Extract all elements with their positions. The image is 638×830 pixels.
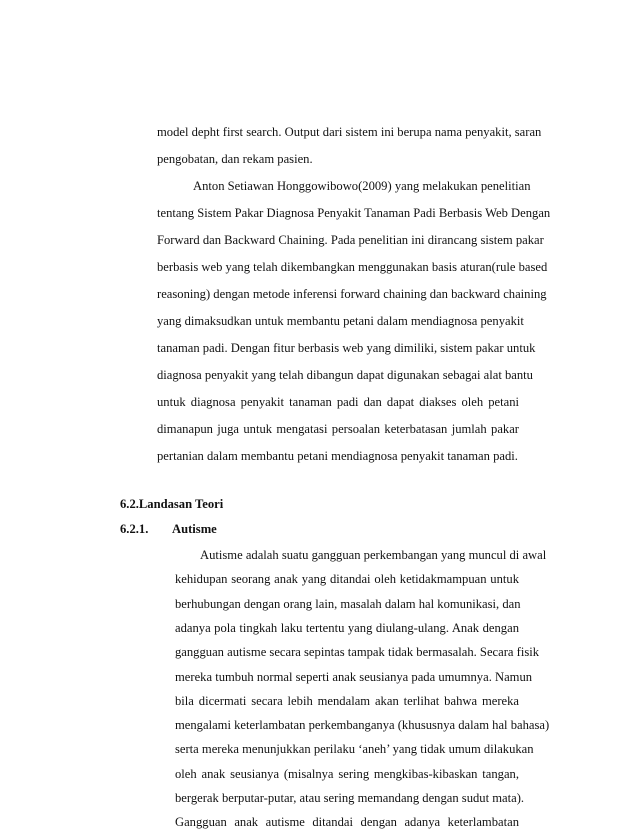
paragraph-line: gangguan autisme secara sepintas tampak tidak bermasalah. Secara fisik bbox=[175, 645, 540, 660]
paragraph-line: yang dimaksudkan untuk membantu petani dalam mendiagnosa penyakit bbox=[157, 314, 524, 328]
paragraph-line: pengobatan, dan rekam pasien. bbox=[157, 152, 313, 166]
paragraph-line: reasoning) dengan metode inferensi forward chaining dan backward chaining bbox=[157, 287, 547, 301]
paragraph-line: berbasis web yang telah dikembangkan menggunakan basis aturan(rule based bbox=[157, 260, 548, 274]
paragraph-line: mereka tumbuh normal seperti anak seusianya pada umumnya. Namun bbox=[175, 669, 533, 684]
paragraph-line: tentang Sistem Pakar Diagnosa Penyakit Tanaman Padi Berbasis Web Dengan bbox=[157, 206, 551, 220]
paragraph-line: dimanapun juga untuk mengatasi persoalan keterbatasan jumlah pakar bbox=[157, 422, 519, 436]
paragraph-line: serta mereka menunjukkan perilaku ‘aneh’ yang tidak umum dilakukan bbox=[175, 742, 534, 757]
paragraph-line: tanaman padi. Dengan fitur berbasis web yang dimiliki, sistem pakar untuk bbox=[157, 341, 536, 355]
paragraph-line: mengalami keterlambatan perkembanganya (khususnya dalam hal bahasa) bbox=[175, 718, 550, 733]
section-heading: 6.2.Landasan Teori bbox=[120, 497, 224, 511]
paragraph-line: adanya pola tingkah laku tertentu yang diulang-ulang. Anak dengan bbox=[175, 620, 519, 635]
paragraph-line: diagnosa penyakit yang telah dibangun dapat digunakan sebagai alat bantu bbox=[157, 368, 533, 382]
paragraph-line: pertanian dalam membantu petani mendiagnosa penyakit tanaman padi. bbox=[157, 449, 518, 463]
paragraph-line: Gangguan anak autisme ditandai dengan adanya keterlambatan bbox=[175, 815, 519, 830]
paragraph-line: Forward dan Backward Chaining. Pada penelitian ini dirancang sistem pakar bbox=[157, 233, 544, 247]
paragraph-line: Anton Setiawan Honggowibowo(2009) yang melakukan penelitian bbox=[193, 179, 531, 193]
paragraph-line: oleh anak seusianya (misalnya sering mengkibas-kibaskan tangan, bbox=[175, 766, 519, 781]
paragraph-line: model depht first search. Output dari sistem ini berupa nama penyakit, saran bbox=[157, 125, 542, 139]
paragraph-line: bila dicermati secara lebih mendalam akan terlihat bahwa mereka bbox=[175, 693, 519, 708]
subsection-title: Autisme bbox=[172, 522, 217, 536]
paragraph-line: berhubungan dengan orang lain, masalah dalam hal komunikasi, dan bbox=[175, 596, 521, 611]
subsection-number: 6.2.1. bbox=[120, 522, 149, 536]
paragraph-line: Autisme adalah suatu gangguan perkembangan yang muncul di awal bbox=[200, 548, 547, 562]
paragraph-line: untuk diagnosa penyakit tanaman padi dan dapat diakses oleh petani bbox=[157, 395, 519, 409]
paragraph-line: bergerak berputar-putar, atau sering memandang dengan sudut mata). bbox=[175, 791, 525, 805]
paragraph-line: kehidupan seorang anak yang ditandai oleh ketidakmampuan untuk bbox=[175, 572, 519, 587]
